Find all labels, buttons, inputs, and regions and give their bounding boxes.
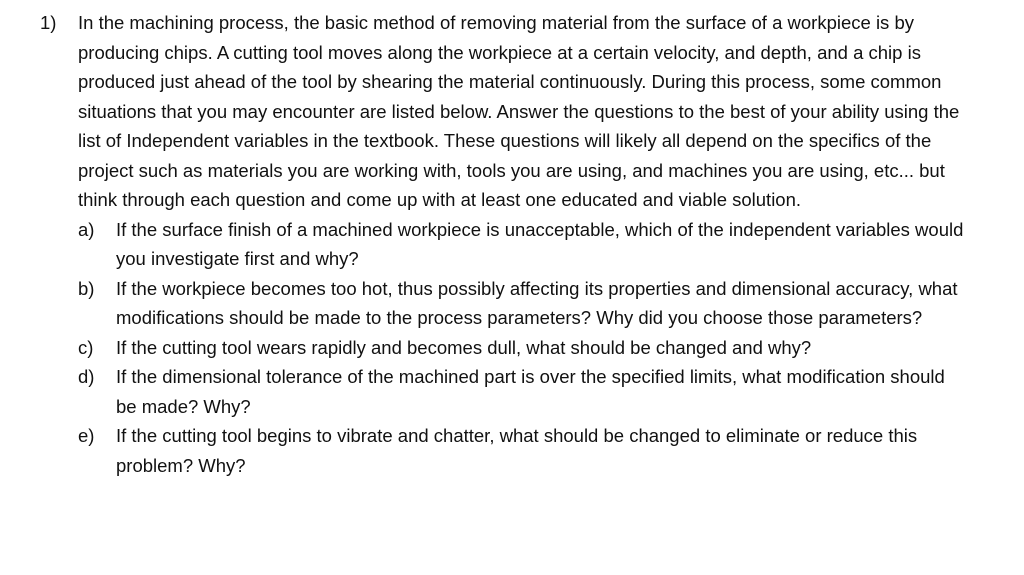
subquestion-c [78,333,970,363]
question-text: In the machining process, the basic method of removing material from the surface of a workpiece is by producing chips. A cutting tool moves along the workpiece at a certain velocity, and depth, and a chip is produced just ahead of the tool by shearing the material continuously. During this process, some common situations that you may encounter are listed below. Answer the questions to the best of your ability using the list of Independent variables in the textbook. These questions will likely all depend on the specifics of the project such as materials you are working with, tools you are using, and machines you are using, etc... but think through each question and come up with at least one educated and viable solution. [78,12,960,210]
subquestion-list [78,215,970,481]
subquestion-a [78,215,970,274]
subquestion-d [78,362,970,421]
document-page [40,8,970,480]
subquestion-letter: e) [78,425,95,446]
subquestion-text: If the cutting tool wears rapidly and becomes dull, what should be changed and why? [116,336,812,358]
question-1 [40,8,970,480]
subquestion-letter: c) [78,336,94,358]
subquestion-text: If the cutting tool begins to vibrate and chatter, what should be changed to eliminate or reduce this problem? Why? [116,425,918,476]
subquestion-text: If the surface finish of a machined workpiece is unacceptable, which of the independent variables would you investigate first and why? [116,218,964,269]
question-body [78,8,970,480]
question-number: 1) [40,12,57,33]
subquestion-b [78,274,970,333]
subquestion-e [78,421,970,480]
subquestion-letter: a) [78,218,95,240]
subquestion-text: If the dimensional tolerance of the machined part is over the specified limits, what modification should be made? Why? [116,366,945,417]
subquestion-letter: b) [78,277,95,299]
subquestion-letter: d) [78,366,95,387]
subquestion-text: If the workpiece becomes too hot, thus possibly affecting its properties and dimensional accuracy, what modifications should be made to the process parameters? Why did you choose those parameters? [116,277,958,328]
